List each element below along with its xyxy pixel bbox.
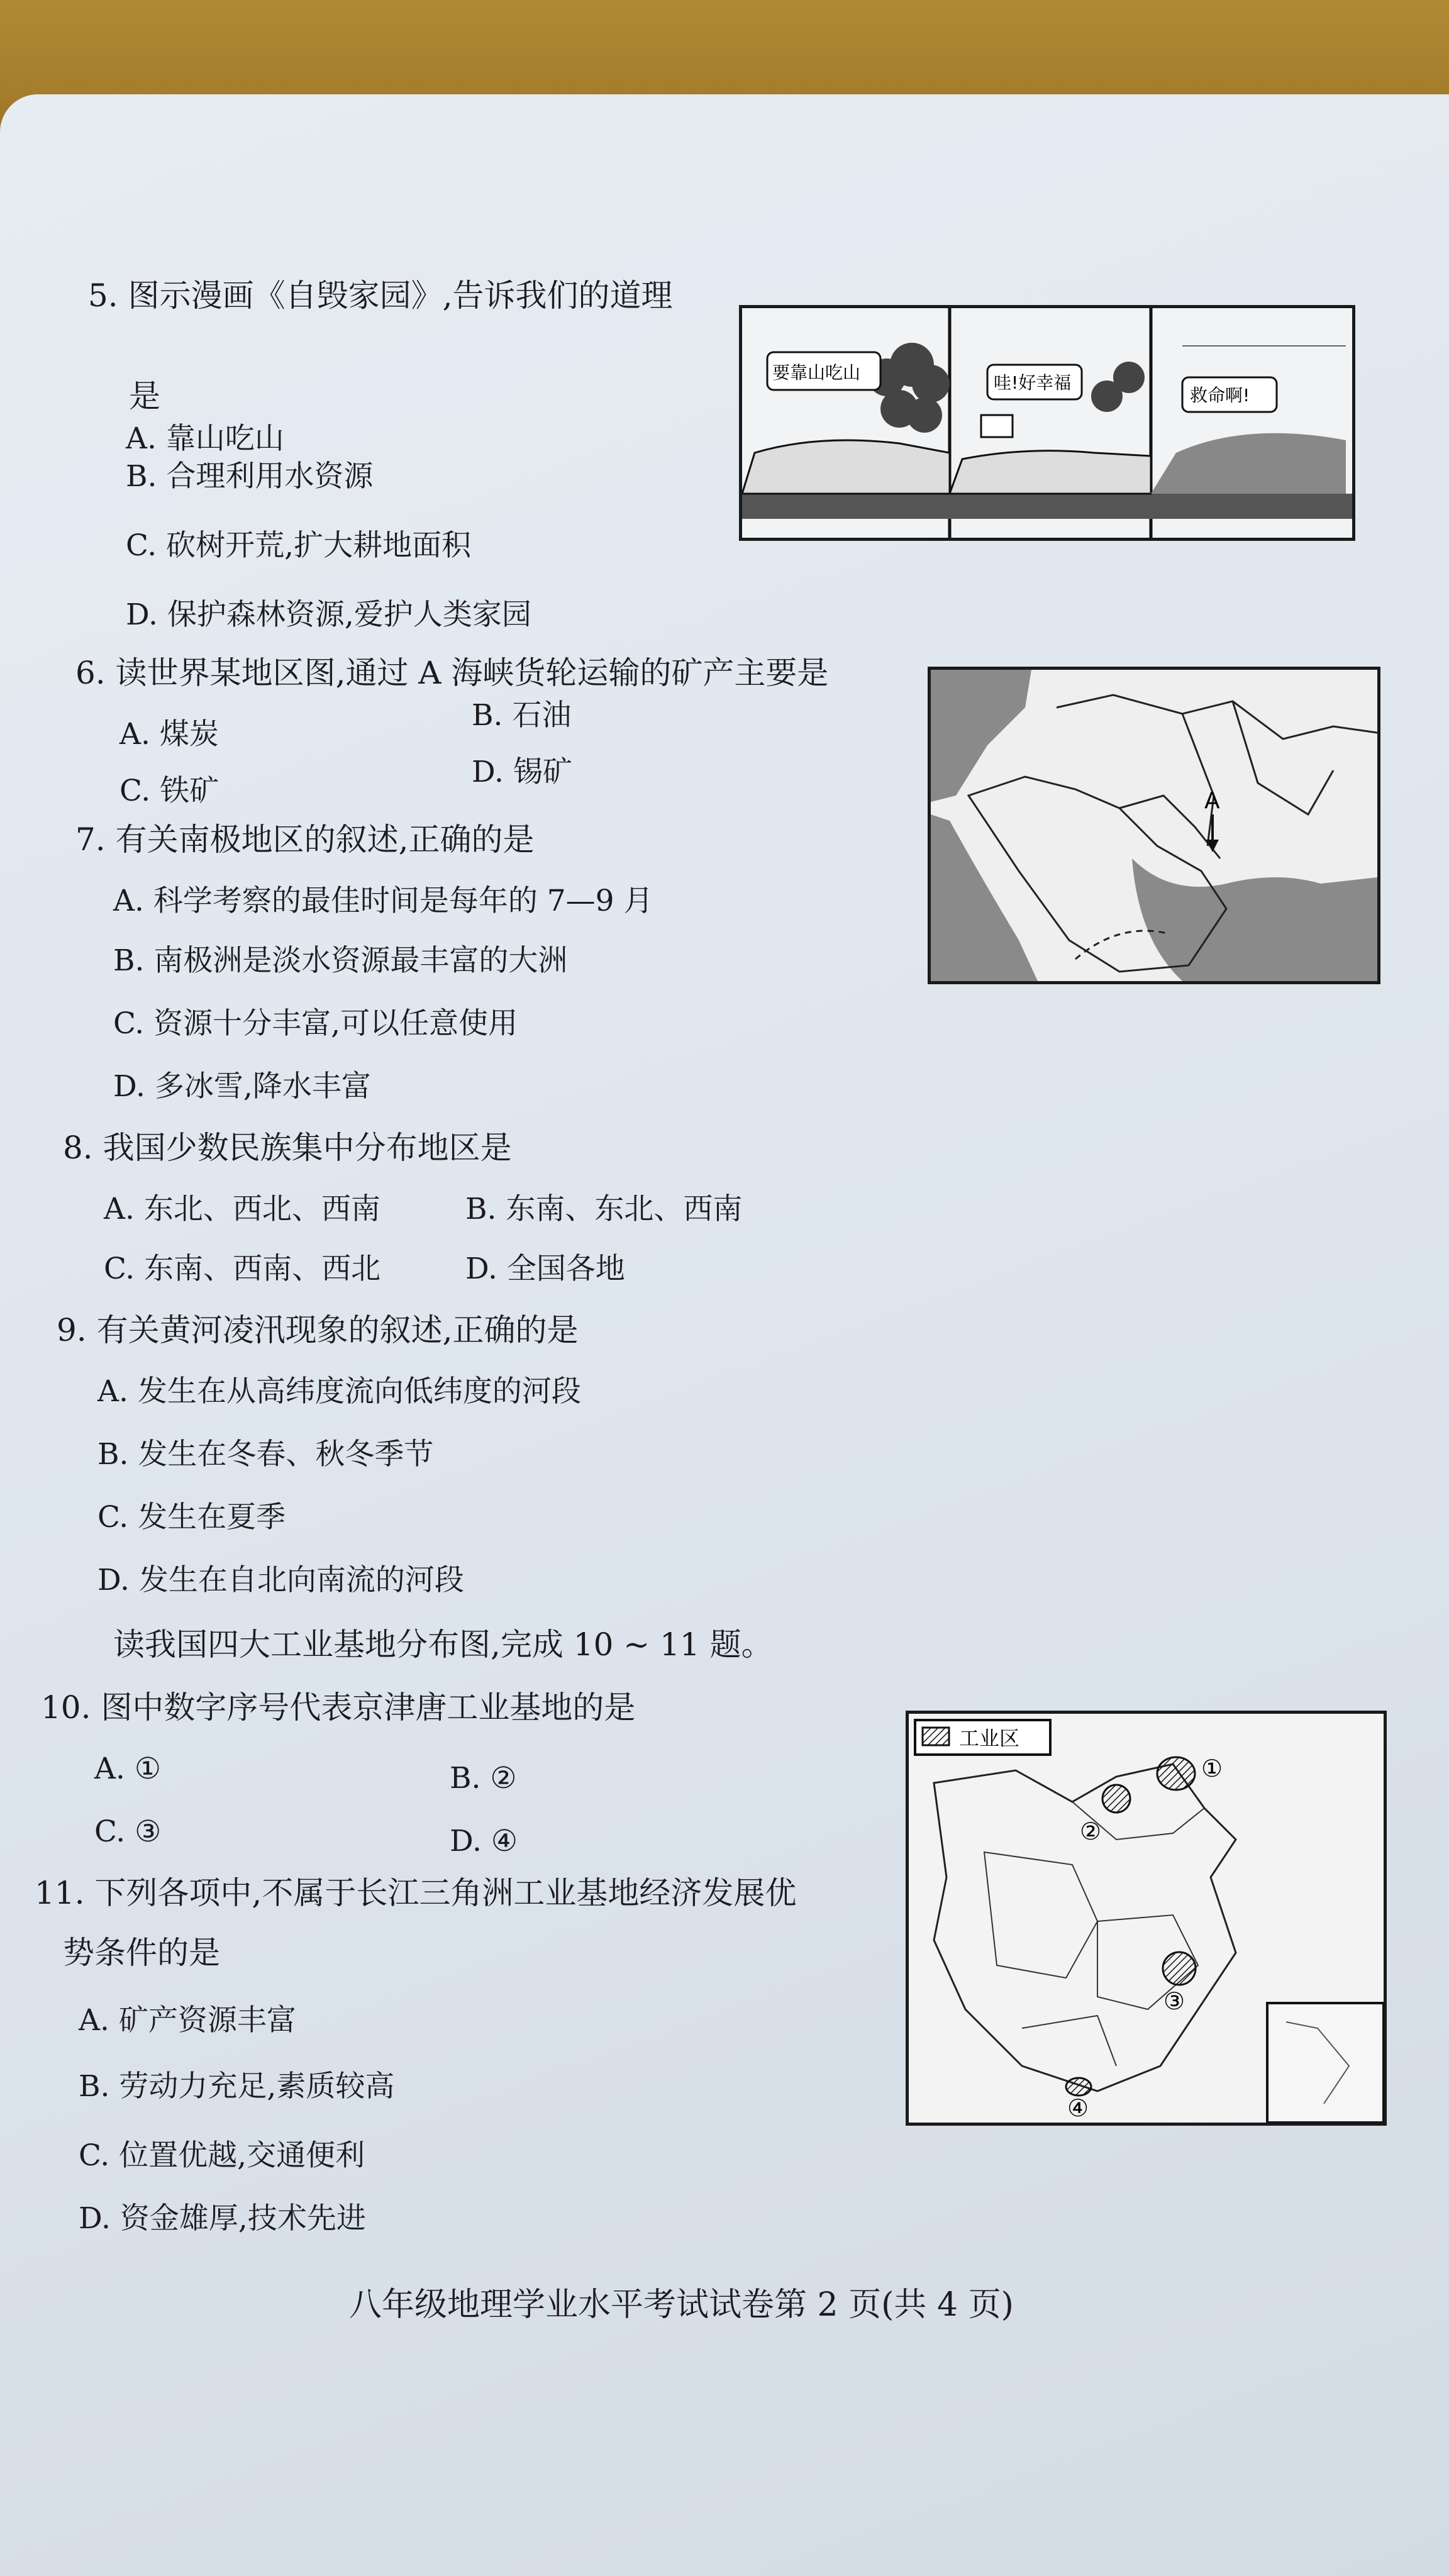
china-map-drawing [909,1714,1384,2123]
option-9b: B. 发生在冬春、秋冬季节 [97,1437,434,1472]
option-10b: B. ② [450,1761,517,1796]
cartoon-bubble-1: 要靠山吃山 [772,362,861,383]
question-text: 有关黄河凌汛现象的叙述,正确的是 [96,1312,579,1348]
option-11a: A. 矿产资源丰富 [79,2003,296,2038]
china-industrial-map [906,1711,1387,2126]
question-number: 9. [57,1312,87,1348]
option-9a: A. 发生在从高纬度流向低纬度的河段 [97,1374,581,1409]
option-11b: B. 劳动力充足,素质较高 [79,2069,395,2104]
option-5b: B. 合理利用水资源 [126,459,374,494]
option-6d: D. 锡矿 [472,755,572,789]
option-10d: D. ④ [450,1824,518,1858]
strait-a-label: A [1204,788,1220,814]
cartoon-bubble-3: 救命啊! [1190,385,1250,406]
option-6a: A. 煤炭 [119,717,219,752]
option-8d: D. 全国各地 [465,1252,625,1286]
marker-1: ① [1201,1755,1223,1782]
option-10c: C. ③ [94,1814,162,1849]
option-7c: C. 资源十分丰富,可以任意使用 [113,1006,518,1041]
question-text: 读世界某地区图,通过 A 海峡货轮运输的矿产主要是 [115,655,829,691]
question-11-cont: 势条件的是 [63,1935,220,1971]
question-number: 11. [35,1875,85,1911]
question-text: 图示漫画《自毁家园》,告诉我们的道理 [128,277,673,314]
option-11c: C. 位置优越,交通便利 [79,2138,365,2173]
question-text: 有关南极地区的叙述,正确的是 [115,821,535,858]
marker-3: ③ [1163,1987,1185,2015]
legend-label: 工业区 [959,1726,1020,1750]
option-6b: B. 石油 [472,698,572,733]
question-number: 7. [75,821,106,858]
option-9c: C. 发生在夏季 [97,1500,286,1535]
marker-4: ④ [1067,2094,1089,2122]
question-text: 图中数字序号代表京津唐工业基地的是 [101,1689,636,1726]
option-6c: C. 铁矿 [119,774,219,808]
question-5-cont: 是 [129,378,160,414]
question-10 [41,1689,635,1726]
option-9d: D. 发生在自北向南流的河段 [97,1563,464,1597]
instruction-text: 读我国四大工业基地分布图,完成 10 ~ 11 题。 [113,1626,773,1663]
question-number: 6. [75,655,106,691]
question-11 [35,1874,796,1912]
option-5d: D. 保护森林资源,爱护人类家园 [126,597,531,632]
option-11d: D. 资金雄厚,技术先进 [79,2201,366,2236]
option-7a: A. 科学考察的最佳时间是每年的 7—9 月 [113,884,653,918]
option-10a: A. ① [94,1752,161,1786]
question-9 [57,1311,579,1349]
option-8c: C. 东南、西南、西北 [104,1252,381,1286]
option-5c: C. 砍树开荒,扩大耕地面积 [126,528,472,563]
question-8 [63,1129,512,1167]
marker-2: ② [1080,1818,1102,1845]
question-7 [75,821,535,858]
middle-east-map [928,667,1380,984]
question-number: 10. [41,1689,91,1726]
question-5 [88,277,673,314]
option-8b: B. 东南、东北、西南 [465,1192,743,1226]
cartoon-drawing [742,308,1352,538]
option-7b: B. 南极洲是淡水资源最丰富的大洲 [113,943,568,978]
option-5a: A. 靠山吃山 [126,421,284,456]
question-number: 5. [88,277,118,314]
cartoon-bubble-2: 哇!好幸福 [994,372,1072,393]
question-text: 下列各项中,不属于长江三角洲工业基地经济发展优 [94,1875,797,1911]
option-7d: D. 多冰雪,降水丰富 [113,1069,371,1104]
option-8a: A. 东北、西北、西南 [104,1192,380,1226]
question-text: 我国少数民族集中分布地区是 [103,1130,512,1166]
question-6 [75,654,828,692]
question-number: 8. [63,1130,93,1166]
cartoon-figure [739,305,1355,541]
middle-east-drawing [931,670,1377,981]
page-footer: 八年级地理学业水平考试试卷第 2 页(共 4 页) [349,2286,1014,2324]
